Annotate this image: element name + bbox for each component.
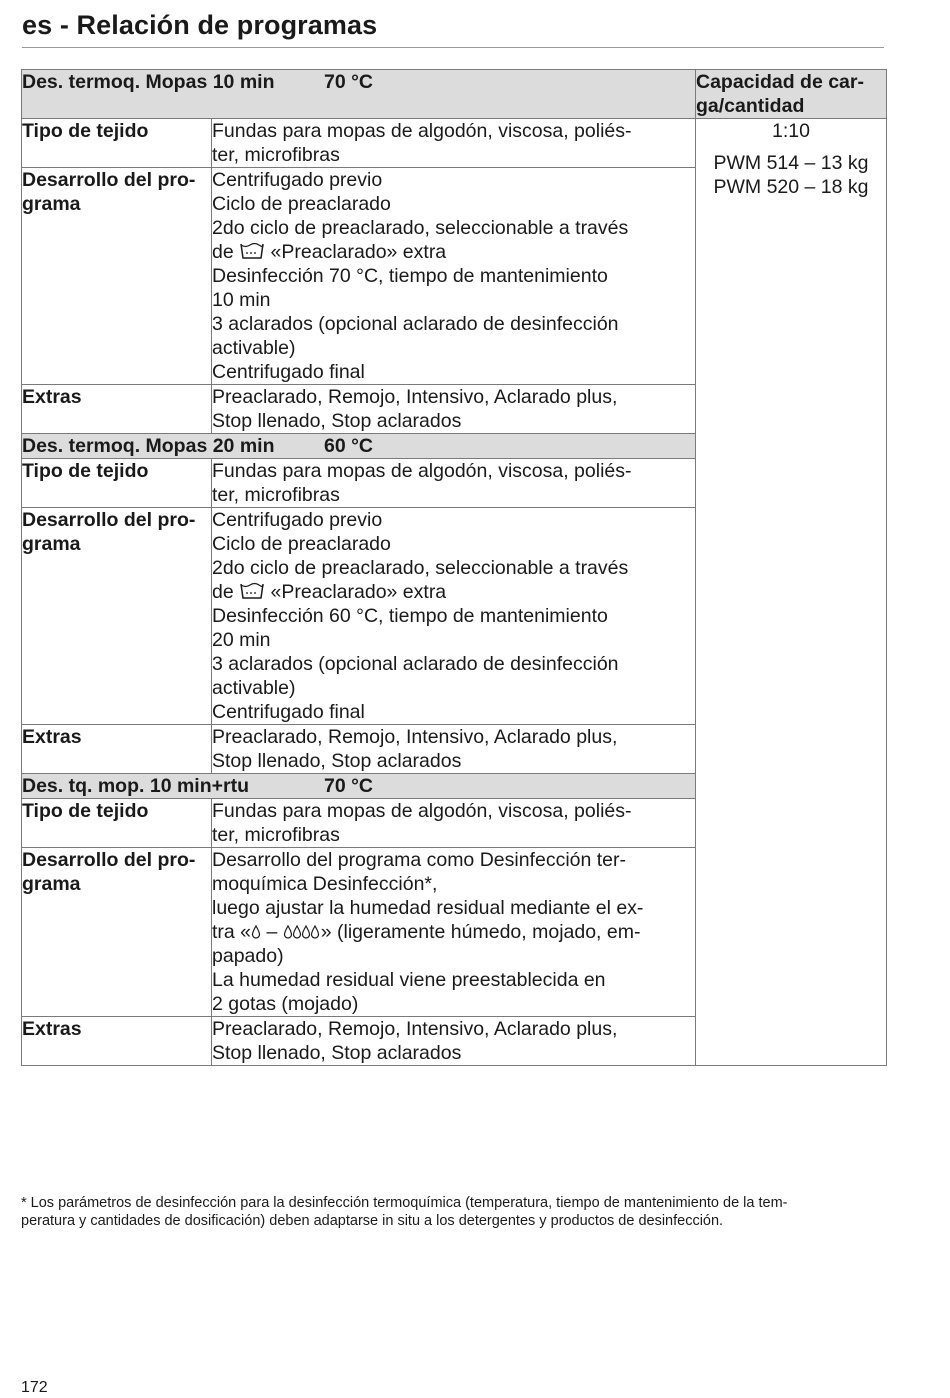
text-line: ter, microfibras — [212, 824, 340, 846]
text-line: Centrifugado previo — [212, 169, 383, 191]
text-line: grama — [22, 533, 81, 555]
text-line: 2do ciclo de preaclarado, seleccionable a través — [212, 557, 629, 579]
fabric-value — [212, 119, 696, 168]
extras-label: Extras — [22, 1017, 212, 1066]
text-line: Fundas para mopas de algodón, viscosa, poliés- — [212, 800, 632, 822]
text-line: Preaclarado, Remojo, Intensivo, Aclarado plus, — [212, 1018, 618, 1040]
text-line: Stop llenado, Stop aclarados — [212, 410, 462, 432]
text-line: luego ajustar la humedad residual mediante el ex- — [212, 897, 644, 919]
text-line: activable) — [212, 677, 296, 699]
extras-label: Extras — [22, 385, 212, 434]
program-header — [22, 70, 696, 119]
text-line: 3 aclarados (opcional aclarado de desinfección — [212, 653, 619, 675]
inline-text: de — [212, 241, 234, 263]
text-line: Desarrollo del pro- — [22, 849, 196, 871]
program-table — [21, 69, 887, 1066]
extras-label: Extras — [22, 725, 212, 774]
prewash-tub-icon — [239, 242, 265, 260]
fabric-value — [212, 799, 696, 848]
text-line: 2do ciclo de preaclarado, seleccionable a través — [212, 217, 629, 239]
text-line: Preaclarado, Remojo, Intensivo, Aclarado plus, — [212, 386, 618, 408]
text-line: Desinfección 70 °C, tiempo de mantenimiento — [212, 265, 608, 287]
sequence-label — [22, 848, 212, 1017]
program-header — [22, 774, 696, 799]
text-line: papado) — [212, 945, 284, 967]
text-line: 10 min — [212, 289, 271, 311]
capacity-model: PWM 514 – 13 kg — [713, 152, 869, 174]
inline-text: – — [266, 921, 278, 943]
text-line: Desarrollo del pro- — [22, 169, 196, 191]
inline-text: «Preaclarado» extra — [270, 241, 447, 263]
capacity-header — [696, 70, 887, 119]
program-temperature: 70 °C — [324, 71, 373, 93]
text-line: Desinfección 60 °C, tiempo de mantenimiento — [212, 605, 608, 627]
text-line: 20 min — [212, 629, 271, 651]
capacity-cell — [696, 119, 887, 1066]
inline-text: de — [212, 581, 234, 603]
footnote — [21, 1194, 886, 1230]
extras-value — [212, 725, 696, 774]
text-line: Centrifugado final — [212, 701, 365, 723]
program-header — [22, 434, 696, 459]
program-temperature: 70 °C — [324, 775, 373, 797]
fabric-row — [22, 119, 887, 168]
text-line: Fundas para mopas de algodón, viscosa, poliés- — [212, 460, 632, 482]
capacity-header-line: ga/cantidad — [696, 95, 805, 117]
inline-text: » (ligeramente húmedo, mojado, em- — [320, 921, 641, 943]
program-temperature: 60 °C — [324, 435, 373, 457]
program-name: Des. termoq. Mopas 10 min — [22, 71, 275, 93]
text-line: ter, microfibras — [212, 144, 340, 166]
text-line: activable) — [212, 337, 296, 359]
sequence-value — [212, 168, 696, 385]
program-name: Des. termoq. Mopas 20 min — [22, 435, 275, 457]
text-line: La humedad residual viene preestablecida en — [212, 969, 606, 991]
text-line: Centrifugado previo — [212, 509, 383, 531]
fabric-label: Tipo de tejido — [22, 119, 212, 168]
extras-value — [212, 1017, 696, 1066]
fabric-value — [212, 459, 696, 508]
fabric-label: Tipo de tejido — [22, 799, 212, 848]
fabric-label: Tipo de tejido — [22, 459, 212, 508]
title-divider — [22, 47, 884, 48]
text-line: Stop llenado, Stop aclarados — [212, 750, 462, 772]
text-line: moquímica Desinfección*, — [212, 873, 438, 895]
text-line — [212, 580, 695, 604]
extras-value — [212, 385, 696, 434]
text-line: Desarrollo del programa como Desinfección ter- — [212, 849, 627, 871]
text-line: grama — [22, 193, 81, 215]
sequence-label — [22, 508, 212, 725]
text-line: Preaclarado, Remojo, Intensivo, Aclarado plus, — [212, 726, 618, 748]
text-line: Ciclo de preaclarado — [212, 533, 391, 555]
text-line: 2 gotas (mojado) — [212, 993, 359, 1015]
text-line — [212, 240, 695, 264]
page-title: es - Relación de programas — [22, 10, 378, 40]
text-line: Centrifugado final — [212, 361, 365, 383]
sequence-value — [212, 508, 696, 725]
text-line: Desarrollo del pro- — [22, 509, 196, 531]
program-name: Des. tq. mop. 10 min+rtu — [22, 775, 250, 797]
text-line: Stop llenado, Stop aclarados — [212, 1042, 462, 1064]
capacity-header-line: Capacidad de car- — [696, 71, 864, 93]
footnote-line: * Los parámetros de desinfección para la desinfección termoquímica (temperatura, tiempo de mantenimiento de la tem- — [21, 1195, 788, 1211]
text-line: Ciclo de preaclarado — [212, 193, 391, 215]
inline-text: tra « — [212, 921, 252, 943]
page-number: 172 — [21, 1379, 48, 1396]
capacity-ratio: 1:10 — [772, 120, 810, 142]
text-line: 3 aclarados (opcional aclarado de desinfección — [212, 313, 619, 335]
program-header-row — [22, 70, 887, 119]
text-line: Fundas para mopas de algodón, viscosa, poliés- — [212, 120, 632, 142]
text-line — [212, 920, 695, 944]
inline-text: «Preaclarado» extra — [270, 581, 447, 603]
text-line: ter, microfibras — [212, 484, 340, 506]
capacity-model: PWM 520 – 18 kg — [713, 176, 869, 198]
footnote-line: peratura y cantidades de dosificación) deben adaptarse in situ a los detergentes y productos de desinfección. — [21, 1213, 724, 1229]
water-drops-icon — [283, 924, 321, 940]
sequence-value — [212, 848, 696, 1017]
text-line: grama — [22, 873, 81, 895]
water-drop-icon — [251, 924, 261, 940]
sequence-label — [22, 168, 212, 385]
prewash-tub-icon — [239, 582, 265, 600]
